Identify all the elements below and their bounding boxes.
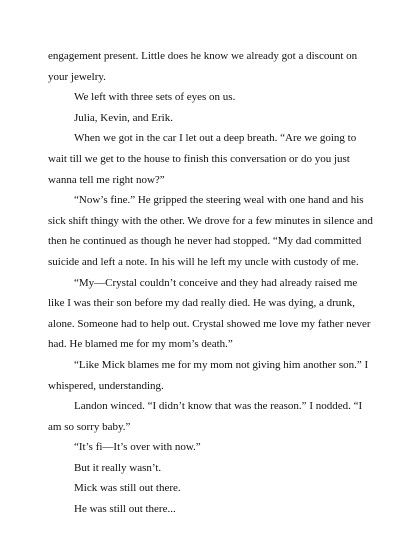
paragraph: Mick was still out there. [74,482,181,495]
paragraph: Landon winced. “I didn’t know that was the reason.” I nodded. “I am so sorry baby.” [48,400,363,433]
paragraph: “Like Mick blames me for my mom not giving him another son.” I whispered, understanding. [48,358,369,392]
page-text [48,46,376,520]
paragraph: When we got in the car I let out a deep breath. “Are we going to wait till we get to the house to finish this conversation or do you just wanna tell me right now?” [48,132,357,186]
paragraph: “My—Crystal couldn’t conceive and they had already raised me like I was their son before my dad really died. He was dying, a drunk, alone. Someone had to help out. Crystal showed me love my father never had. He blamed me for my mom’s death.” [48,276,371,351]
paragraph: But it really wasn’t. [74,461,162,474]
paragraph-continuation: engagement present. Little does he know we already got a discount on your jewelry. [48,50,358,83]
paragraph: “Now’s fine.” He gripped the steering weal with one hand and his sick shift thingy with the other. We drove for a few minutes in silence and then he continued as though he never had stopped. “My dad committed suicide and left a note. In his will he left my uncle with custody of me. [48,194,373,268]
paragraph: “It’s fi—It’s over with now.” [74,441,201,454]
paragraph: He was still out there... [74,503,176,516]
paragraph: We left with three sets of eyes on us. [74,91,236,104]
paragraph: Julia, Kevin, and Erik. [74,111,173,124]
